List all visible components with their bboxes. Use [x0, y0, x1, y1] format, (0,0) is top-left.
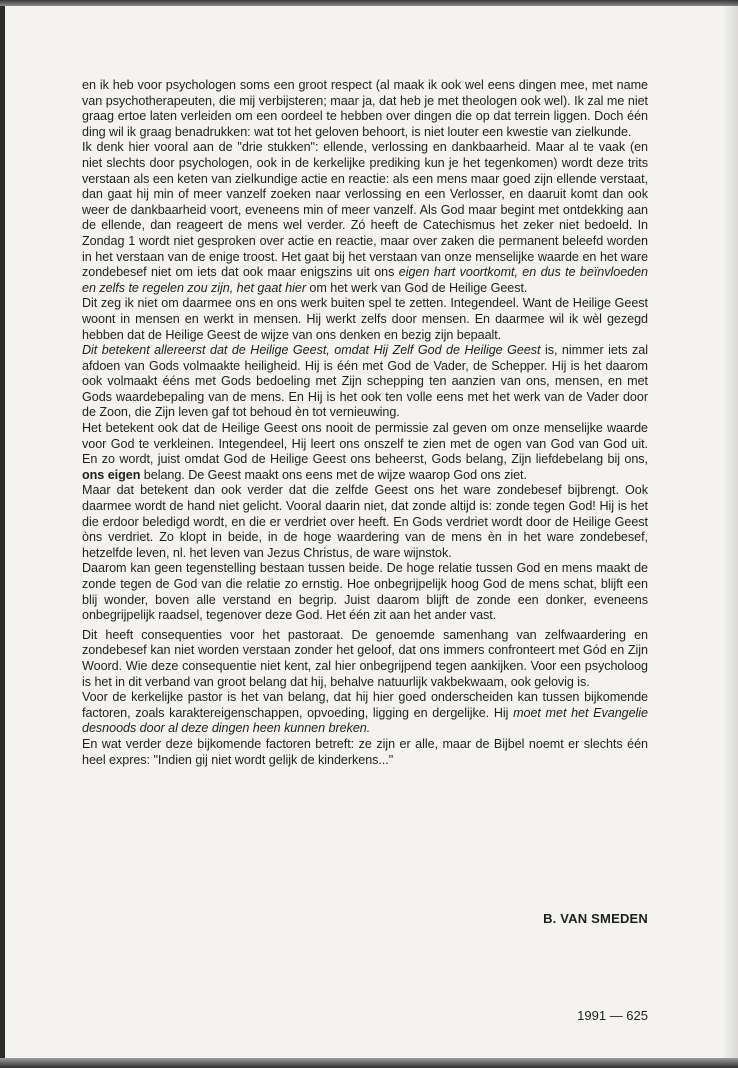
paragraph-9 — [82, 690, 648, 737]
paragraph-2-text: Ik denk hier vooral aan de "drie stukken": ellende, verlossing en dankbaarheid. Maar al te vaak (en niet slechts door psychologen, ook in de kerkelijke prediking kun je het tegenkomen) wordt deze trits verstaan als een keten van zielkundige actie en reactie: als een mens maar goed zijn ellende verstaat, dan gaat hij min of meer vanzelf zoeken naar verlossing en een Verlosser, en daaruit komt dan ook weer de dankbaarheid voort, eveneens min of meer vanzelf. Als God maar begint met ontdekking aan de ellende, dan reageert de mens wel verder. Zó heeft de Catechismus het zeker niet bedoeld. In Zondag 1 wordt niet gesproken over actie en reactie, maar over zaken die permanent beleefd worden in het verstaan van de enige troost. Het gaat bij het verstaan van onze menselijke waarde en het ware zondebesef niet om iets dat ook maar enigszins uit ons — [82, 140, 648, 280]
paragraph-10-text: En wat verder deze bijkomende factoren betreft: ze zijn er alle, maar de Bijbel noemt er slechts één heel expres: "Indien gij niet wordt gelijk de kinderkens..." — [82, 736, 648, 767]
paragraph-7-text: Daarom kan geen tegenstelling bestaan tussen beide. De hoge relatie tussen God en mens maakt de zonde tegen de God van die relatie zo ernstig. Hoe onbegrijpelijk hoog God de mens schat, blijft een blij wonder, boven alle verstand en begrip. Juist daarom blijft de zonde een donker, eveneens onbegrijpelijk raadsel, tegenover deze God. Het één zit aan het ander vast. — [82, 561, 648, 623]
paragraph-6 — [82, 483, 648, 561]
paragraph-2-tail: om het werk van God de Heilige Geest. — [305, 280, 528, 295]
article-body — [82, 78, 648, 768]
paragraph-8 — [82, 628, 648, 690]
paragraph-7 — [82, 561, 648, 623]
paragraph-2-italic: eigen hart voortkomt, en dus te beïnvloeden en zelfs te regelen zou zijn, het gaat hier — [82, 265, 649, 295]
paragraph-4-italic: Dit betekent allereerst dat de Heilige Geest, omdat Hij Zelf God de Heilige Geest — [82, 343, 541, 358]
paragraph-3-text: Dit zeg ik niet om daarmee ons en ons werk buiten spel te zetten. Integendeel. Want de Heilige Geest woont in mensen en werkt in mensen. Hij werkt zelfs door mensen. En daarmee wil ik wèl gezegd hebben dat de Heilige Geest de wijze van ons denken en bezig zijn bepaalt. — [82, 296, 648, 342]
paragraph-9-italic: moet met het Evangelie desnoods door al deze dingen heen kunnen breken. — [82, 705, 648, 736]
scan-left-edge — [0, 0, 5, 1068]
author-signature: B. VAN SMEDEN — [543, 911, 648, 926]
paragraph-5-bold: ons eigen — [82, 467, 141, 482]
paragraph-9-text: Voor de kerkelijke pastor is het van belang, dat hij hier goed onderscheiden kan tussen bijkomende factoren, zoals karaktereigenschappen, opvoeding, ligging en dergelijke. Hij — [82, 690, 648, 720]
paragraph-3 — [82, 296, 648, 343]
paragraph-4 — [82, 343, 648, 421]
paragraph-5-tail: belang. De Geest maakt ons eens met de wijze waarop God ons ziet. — [140, 467, 527, 482]
scan-bottom-edge — [0, 1058, 738, 1068]
scan-top-edge — [0, 0, 738, 6]
paragraph-1 — [82, 78, 648, 140]
scan-right-shade — [722, 0, 738, 1068]
page-number: 1991 — 625 — [577, 1008, 648, 1023]
paragraph-1-text: en ik heb voor psychologen soms een groot respect (al maak ik ook wel eens dingen mee, met name van psychotherapeuten, die mij verbijsteren; maar ja, dat heb je met theologen ook wel). Ik zal me niet graag ertoe laten verleiden om een oordeel te hebben over dingen die op dat terrein liggen. Doch één ding wil ik graag benadrukken: wat tot het geloven behoort, is niet louter een kwestie van zielkunde. — [82, 78, 648, 139]
paragraph-2 — [82, 140, 648, 296]
paragraph-8-text: Dit heeft consequenties voor het pastoraat. De genoemde samenhang van zelfwaardering en zondebesef kan niet worden verstaan zonder het geloof, dat ons immers confronteert met Gód en Zijn Woord. Wie deze consequentie niet kent, zal hier onbegrijpend tegen aankijken. Voor een psycholoog is het in dit verband van groot belang dat hij, behalve natuurlijk vakbekwaam, ook gelovig is. — [82, 627, 648, 689]
paragraph-6-text: Maar dat betekent dan ook verder dat die zelfde Geest ons het ware zondebesef bijbrengt. Ook daarmee wordt de hand niet gelicht. Vooral daarin niet, dat zonde altijd is: zonde tegen God! Hij is het die erdoor beledigd wordt, en die er verdriet over heeft. En Gods verdriet wordt door de Heilige Geest òns verdriet. Zo klopt in beide, in de hoge waardering van de mens èn in het ware zondebesef, hetzelfde leven, nl. het leven van Jezus Christus, de ware wijnstok. — [82, 483, 648, 560]
paragraph-5-text: Het betekent ook dat de Heilige Geest ons nooit de permissie zal geven om onze menselijke waarde voor God te verkleinen. Integendeel, Hij leert ons onszelf te zien met de ogen van God van God uit. En zo wordt, juist omdat God de Heilige Geest ons beheerst, Gods belang, Zijn liefdebelang bij ons, — [82, 421, 648, 467]
paragraph-10 — [82, 737, 648, 768]
paragraph-5 — [82, 421, 648, 483]
paragraph-4-text: is, nimmer iets zal afdoen van Gods volmaakte heiligheid. Hij is één met God de Vader, de Schepper. Hij is het daarom ook volmaakt ééns met Gods bedoeling met Zijn schepping ten aanzien van ons, mensen, en met Gods waardebepaling van de mens. En Hij is het ook ten volle eens met het werk van de Vader door de Zoon, die Zijn leven gaf tot behoud èn tot vernieuwing. — [82, 343, 648, 420]
